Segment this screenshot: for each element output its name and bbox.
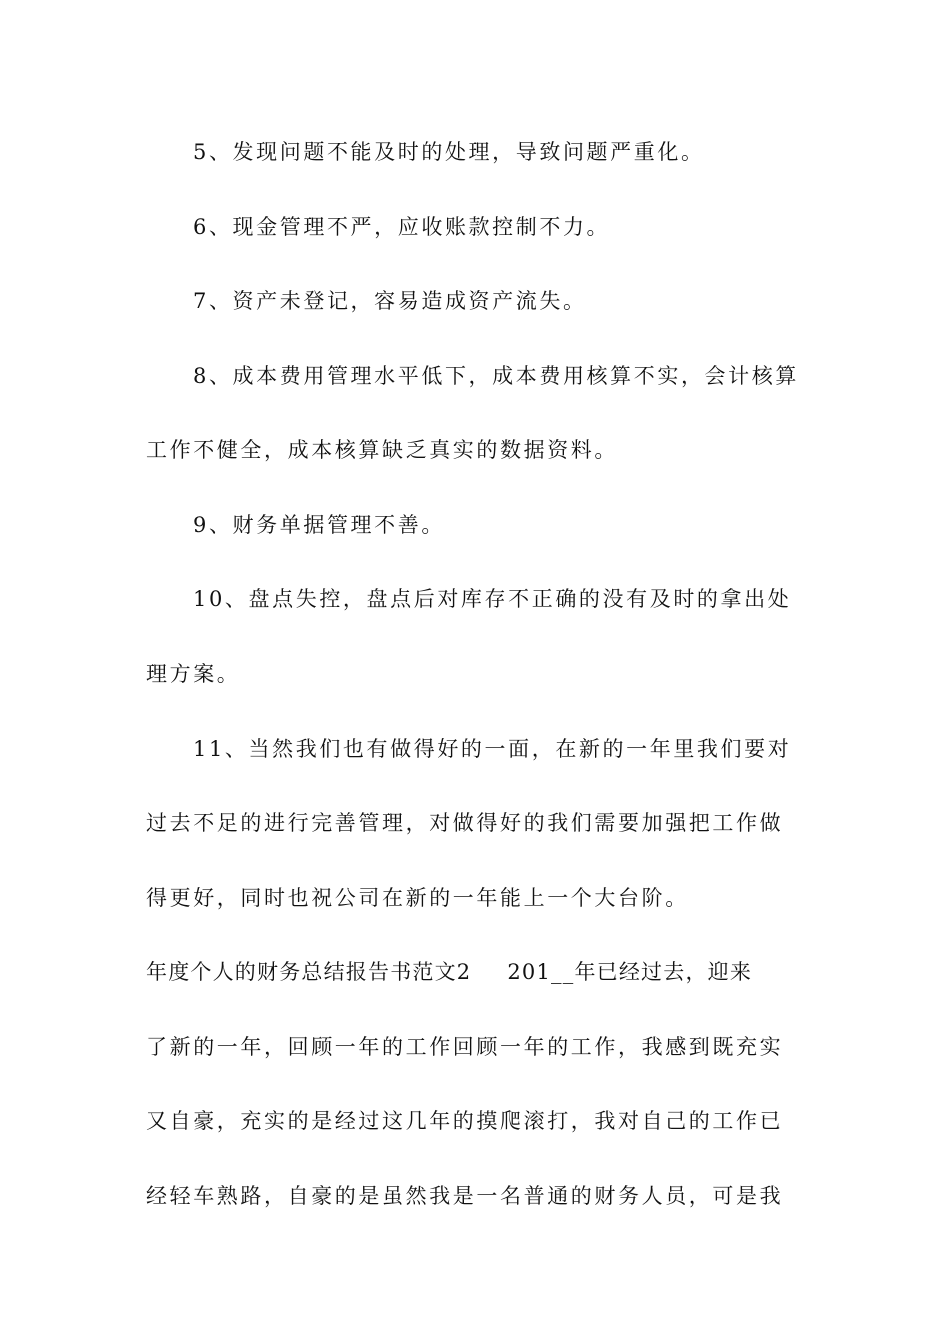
paragraph-item-9: 9、财务单据管理不善。 bbox=[193, 513, 445, 537]
paragraph-item-11-line-3: 得更好，同时也祝公司在新的一年能上一个大台阶。 bbox=[146, 886, 689, 910]
paragraph-item-11-line-1: 11、当然我们也有做得好的一面，在新的一年里我们要对 bbox=[193, 737, 792, 761]
section-heading-line bbox=[146, 957, 816, 987]
section-line-2: 了新的一年，回顾一年的工作回顾一年的工作，我感到既充实 bbox=[146, 1035, 784, 1059]
paragraph-item-10-line-2: 理方案。 bbox=[146, 662, 241, 686]
paragraph-item-11-line-2: 过去不足的进行完善管理，对做得好的我们需要加强把工作做 bbox=[146, 811, 784, 835]
paragraph-item-7: 7、资产未登记，容易造成资产流失。 bbox=[193, 289, 587, 313]
paragraph-item-8-line-1: 8、成本费用管理水平低下，成本费用核算不实，会计核算 bbox=[193, 364, 799, 388]
paragraph-item-6: 6、现金管理不严，应收账款控制不力。 bbox=[193, 215, 611, 239]
section-title: 年度个人的财务总结报告书范文2 bbox=[146, 960, 472, 984]
section-line-4: 经轻车熟路，自豪的是虽然我是一名普通的财务人员，可是我 bbox=[146, 1184, 784, 1208]
section-first-line: 201__年已经过去，迎来 bbox=[507, 960, 753, 984]
paragraph-item-8-line-2: 工作不健全，成本核算缺乏真实的数据资料。 bbox=[146, 438, 618, 462]
section-line-3: 又自豪，充实的是经过这几年的摸爬滚打，我对自己的工作已 bbox=[146, 1109, 784, 1133]
paragraph-item-5: 5、发现问题不能及时的处理，导致问题严重化。 bbox=[193, 140, 705, 164]
paragraph-item-10-line-1: 10、盘点失控，盘点后对库存不正确的没有及时的拿出处 bbox=[193, 587, 792, 611]
